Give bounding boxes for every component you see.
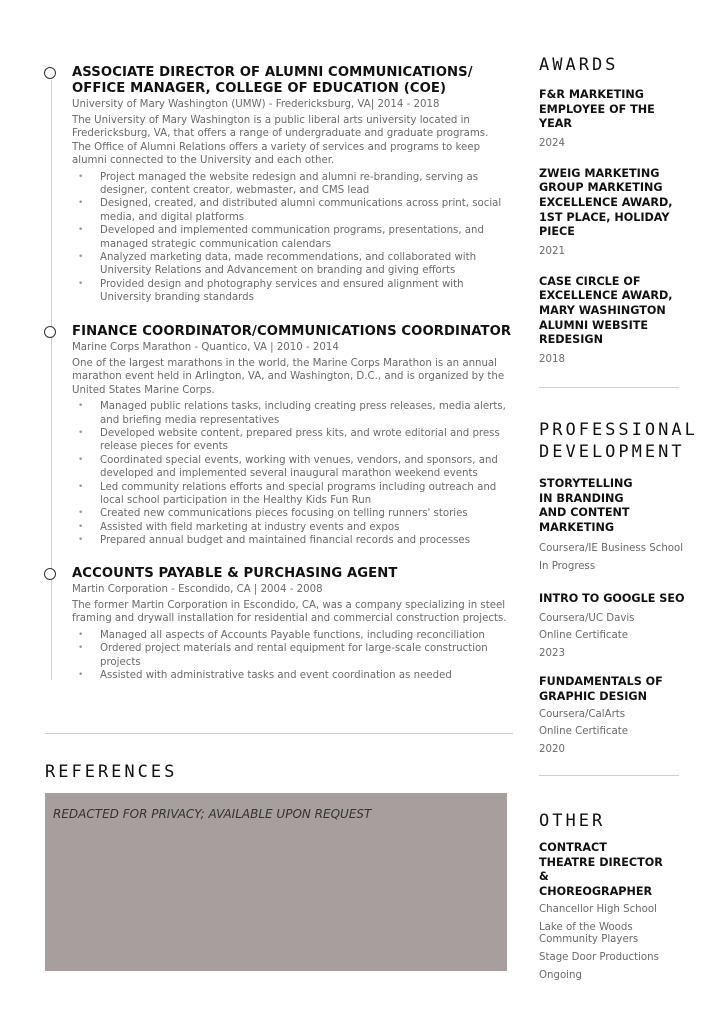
other-heading: OTHER	[539, 811, 606, 831]
section-divider	[539, 775, 679, 776]
job-bullets	[72, 171, 508, 305]
references-heading: REFERENCES	[45, 762, 178, 782]
course-item	[539, 477, 709, 574]
bullet-item: • Designed, created, and distributed alumni communications across print, social media, and digital platforms	[72, 197, 508, 224]
professional-development-heading: PROFESSIONAL DEVELOPMENT	[539, 420, 698, 462]
course-year: 2023	[539, 647, 565, 659]
job-description: One of the largest marathons in the world, the Marine Corps Marathon is an annual marathon event held in Arlington, VA, and Washington, D.C., and is organized by the United States Marine Corps.	[72, 358, 505, 396]
other-line: Stage Door Productions	[539, 951, 659, 963]
job-title: ASSOCIATE DIRECTOR OF ALUMNI COMMUNICATIONS/ OFFICE MANAGER, COLLEGE OF EDUCATION (COE)	[72, 65, 473, 96]
timeline-dot	[44, 568, 56, 580]
award-title: CASE CIRCLE OF EXCELLENCE AWARD, MARY WASHINGTON ALUMNI WEBSITE REDESIGN	[539, 274, 673, 347]
other-line: Ongoing	[539, 970, 582, 982]
experience-item	[72, 65, 508, 305]
other-title: CONTRACT THEATRE DIRECTOR & CHOREOGRAPHER	[539, 841, 663, 898]
experience-item	[72, 324, 512, 548]
course-item	[539, 592, 709, 661]
course-title: STORYTELLING IN BRANDING AND CONTENT MARKETING	[539, 477, 633, 534]
bullet-item: • Assisted with administrative tasks and event coordination as needed	[72, 669, 508, 682]
award-item	[539, 88, 709, 151]
job-description: The former Martin Corporation in Escondido, CA, was a company specializing in steel framing and drywall installation for residential and commercial construction projects.	[72, 600, 507, 625]
bullet-item: • Provided design and photography services and ensured alignment with University branding standards	[72, 278, 508, 305]
references-box	[45, 793, 507, 971]
timeline-dot	[44, 326, 56, 338]
award-title: ZWEIG MARKETING GROUP MARKETING EXCELLENCE AWARD, 1ST PLACE, HOLIDAY PIECE	[539, 166, 673, 239]
bullet-item: • Assisted with field marketing at industry events and expos	[72, 521, 508, 534]
bullet-item: • Created new communications pieces focusing on telling runners' stories	[72, 507, 508, 520]
job-meta: Martin Corporation - Escondido, CA | 2004 - 2008	[72, 584, 323, 595]
job-meta: Marine Corps Marathon - Quantico, VA | 2010 - 2014	[72, 342, 339, 353]
awards-heading: AWARDS	[539, 55, 619, 75]
bullet-item: • Developed website content, prepared press kits, and wrote editorial and press release pieces for events	[72, 427, 508, 454]
award-year: 2024	[539, 137, 565, 149]
award-item	[539, 275, 709, 367]
course-type: Online Certificate	[539, 726, 629, 738]
award-year: 2021	[539, 245, 565, 257]
job-bullets	[72, 400, 508, 547]
bullet-item: • Prepared annual budget and maintained financial records and processes	[72, 534, 508, 547]
job-title: ACCOUNTS PAYABLE & PURCHASING AGENT	[72, 566, 398, 581]
course-title: FUNDAMENTALS OF GRAPHIC DESIGN	[539, 675, 663, 704]
course-type: Online Certificate	[539, 630, 629, 642]
bullet-item: • Managed public relations tasks, including creating press releases, media alerts, and briefing media representatives	[72, 400, 508, 427]
course-title: INTRO TO GOOGLE SEO	[539, 592, 685, 606]
job-bullets	[72, 629, 508, 683]
course-provider: Coursera/UC Davis	[539, 612, 635, 624]
experience-item	[72, 566, 508, 682]
award-item	[539, 167, 709, 259]
bullet-item: • Coordinated special events, working with venues, vendors, and sponsors, and developed and implemented several inaugural marathon weekend events	[72, 454, 508, 481]
awards-section	[539, 54, 709, 388]
course-provider: Coursera/IE Business School	[539, 543, 684, 555]
timeline-dot	[44, 67, 56, 79]
course-item	[539, 675, 709, 757]
job-title: FINANCE COORDINATOR/COMMUNICATIONS COORDINATOR	[72, 324, 512, 339]
bullet-item: • Ordered project materials and rental equipment for large-scale construction projects	[72, 642, 508, 669]
course-year: 2020	[539, 743, 565, 755]
award-year: 2018	[539, 353, 565, 365]
professional-development-section	[539, 419, 709, 776]
course-provider: Coursera/CalArts	[539, 708, 626, 720]
bullet-item: • Analyzed marketing data, made recommendations, and collaborated with University Relations and Advancement on branding and giving efforts	[72, 251, 508, 278]
bullet-item: • Led community relations efforts and special programs including outreach and local school participation in the Healthy Kids Fun Run	[72, 481, 508, 508]
other-line: Chancellor High School	[539, 904, 657, 916]
timeline-line	[51, 80, 52, 680]
references-text: REDACTED FOR PRIVACY; AVAILABLE UPON REQUEST	[53, 807, 372, 821]
section-divider	[45, 733, 513, 734]
job-meta: University of Mary Washington (UMW) - Fredericksburg, VA| 2014 - 2018	[72, 99, 440, 110]
bullet-item: • Project managed the website redesign and alumni re-branding, serving as designer, content creator, webmaster, and CMS lead	[72, 171, 508, 198]
bullet-item: • Developed and implemented communication programs, presentations, and managed strategic communication calendars	[72, 224, 508, 251]
bullet-item: • Managed all aspects of Accounts Payable functions, including reconciliation	[72, 629, 508, 642]
job-description: The University of Mary Washington is a public liberal arts university located in Fredericksburg, VA, that offers a range of undergraduate and graduate programs. The Office of Alumni Relations offers a variety of services and programs to keep alumni connected to the University and each other.	[72, 115, 489, 167]
section-divider	[539, 387, 679, 388]
other-line: Lake of the Woods Community Players	[539, 921, 639, 946]
course-status: In Progress	[539, 560, 596, 572]
award-title: F&R MARKETING EMPLOYEE OF THE YEAR	[539, 88, 655, 131]
other-section	[539, 810, 709, 984]
other-item	[539, 841, 709, 984]
